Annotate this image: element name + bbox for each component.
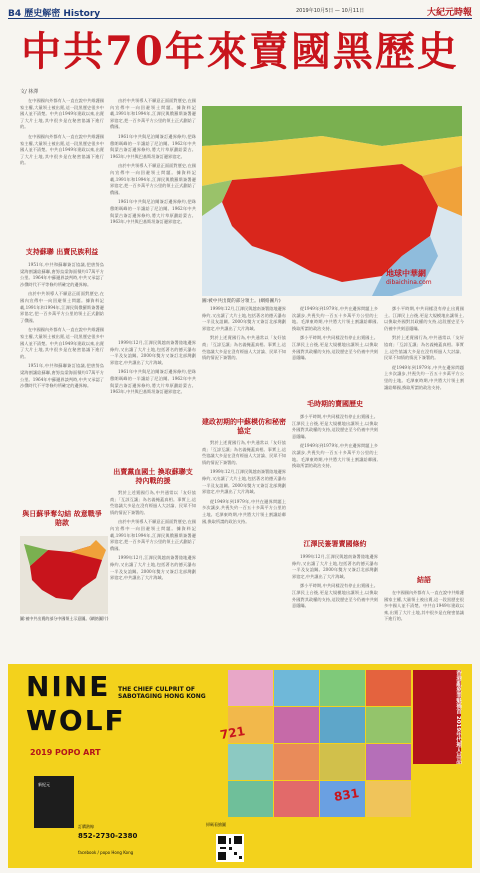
paragraph: 1961年中共與尼泊爾簽訂邊界條約,把珠穆朗瑪峰的一半讓給了尼泊爾。1962年中共與蒙古簽訂邊界條約,將大片草原劃給蒙古。1963年,中共與巴基斯坦簽訂邊界協定。 (110, 199, 196, 225)
subheading: 與日蘇爭奪勾結 故意戰爭賠款 (22, 510, 102, 527)
paragraph: 從1949年到1979年,中共在邊界問題上多次讓步,共喪失約一百五十多萬平方公里的土地。毛澤東時期,中共將大片領土割讓給鄰國,換取所謂的政治支持。 (202, 498, 286, 524)
paragraph: 1951年,中共和蘇聯簽訂協議,把唐努烏梁海割讓給蘇聯,唐努烏梁海面積約17萬平方公里。1964年中蘇邊界談判時,中共又承認了沙俄時代不平等條約所確定的邊界線。 (20, 363, 104, 389)
paragraph: 從1949年到1979年,中共在邊界問題上多次讓步,共喪失約一百五十多萬平方公里的土地。毛澤東時期,中共將大片領土割讓給鄰國,換取所謂的政治支持。 (292, 306, 378, 331)
article-column-5b (384, 590, 464, 656)
paragraph: 由於中共領導人不願意正面面對歷史,在國內宣傳中一向回避領土問題。據資料記載,1991年和1994年,江澤民與俄羅斯簽署邊界協定,把一百多萬平方公里的領土正式劃給了俄國。 (110, 519, 196, 551)
china-map-small (20, 536, 108, 614)
map2-caption: 圖:被中共出賣的部分中國領土示意圖。(網絡圖片) (20, 616, 109, 621)
issue-date: 2019年10月5日 — 10月11日 (296, 8, 365, 14)
badge-831: 831 (332, 785, 361, 805)
facebook-link[interactable]: facebook / popo Hong Kong (78, 850, 134, 855)
order-label: 訂購熱線 (78, 824, 94, 829)
portrait-tile (228, 744, 273, 780)
portrait-tile (320, 744, 365, 780)
article-column-2 (110, 98, 196, 338)
paragraph: 1999年12月,江澤民與越南簽署陸地邊界條約,又出讓了大片土地,包括著名的德天瀑布一半及友誼關。2000年雙方又簽訂北部灣劃界協定,中共讓出了大片海域。 (292, 554, 378, 579)
subheading: 支持蘇聯 出賣民族利益 (25, 248, 99, 256)
book-cover (34, 776, 74, 828)
ad-tagline: THE CHIEF CULPRIT OF SABOTAGING HONG KONG (118, 686, 206, 700)
portrait-tile (366, 707, 411, 743)
subheading: 結語 (417, 576, 431, 584)
qr-label: 掃碼看繪圖 (206, 822, 226, 827)
paragraph: 對於上述賣國行為,中共通常以「友好協商」「互諒互讓」為名義掩蓋真相。事實上,這些協議大多是在沒有經過人大討論、民眾不知情的情況下簽署的。 (202, 440, 286, 465)
paragraph: 1961年中共與尼泊爾簽訂邊界條約,把珠穆朗瑪峰的一半讓給了尼泊爾。1962年中共與蒙古簽訂邊界條約,將大片草原劃給蒙古。1963年,中共與巴基斯坦簽訂邊界協定。 (110, 369, 196, 395)
advertisement[interactable] (8, 664, 472, 868)
page-title: 中共70年來賣國黑歷史 (21, 28, 459, 75)
watermark-title: 地球中華網 (386, 269, 426, 278)
article-column-1b (20, 262, 104, 510)
article-column-3b (202, 440, 286, 656)
paragraph: 1961年中共與尼泊爾簽訂邊界條約,把珠穆朗瑪峰的一半讓給了尼泊爾。1962年中共與蒙古簽訂邊界條約,將大片草原劃給蒙古。1963年,中共與巴基斯坦簽訂邊界協定。 (110, 133, 196, 159)
article-column-3 (202, 306, 286, 416)
badge-721: 721 (218, 723, 247, 743)
byline: 文/ 林澤 (20, 89, 39, 95)
portrait-grid (228, 670, 412, 816)
paragraph: 對於上述賣國行為,中共通常以「友好協商」「互諒互讓」為名義掩蓋真相。事實上,這些協議大多是在沒有經過人大討論、民眾不知情的情況下簽署的。 (202, 335, 286, 361)
portrait-tile (228, 781, 273, 817)
paragraph: 從1949年到1979年,中共在邊界問題上多次讓步,共喪失約一百五十多萬平方公里的土地。毛澤東時期,中共將大片領土割讓給鄰國,換取所謂的政治支持。 (292, 443, 378, 469)
watermark-url: dibaichina.com (386, 279, 432, 286)
paragraph: 由於中共領導人不願意正面面對歷史,在國內宣傳中一向回避領土問題。據資料記載,1991年和1994年,江澤民與俄羅斯簽署邊界協定,把一百多萬平方公里的領土正式劃給了俄國。 (110, 163, 196, 195)
portrait-tile (366, 744, 411, 780)
article-column-5 (384, 306, 464, 574)
newspaper-brand: 大紀元時報 (426, 8, 472, 18)
paragraph: 在中國國內外都有人一直在說中共維護國家主權,大量領土被出賣,這一段黑歷史很多中國人並不清楚。中共自1949年建政以來,出賣了大片土地,其中很多是在秘密協議下進行的。 (20, 327, 104, 359)
section-label: B4 歷史解密 History (8, 9, 101, 19)
portrait-tile (320, 707, 365, 743)
paragraph: 在中國國內外都有人一直在說中共維護國家主權,大量領土被出賣,這一段黑歷史很多中國人並不清楚。中共自1949年建政以來,出賣了大片土地,其中很多是在秘密協議下進行的。 (20, 133, 104, 166)
paragraph: 1999年12月,江澤民與越南簽署陸地邊界條約,又出讓了大片土地,包括著名的德天瀑布一半及友誼關。2000年雙方又簽訂北部灣劃界協定,中共讓出了大片海域。 (202, 469, 286, 495)
watermark (386, 268, 460, 286)
qr-code-icon[interactable] (216, 834, 244, 862)
portrait-tile (366, 670, 411, 706)
ad-title-bottom: WOLF (26, 704, 126, 737)
paragraph: 1999年12月,江澤民與越南簽署陸地邊界條約,又出讓了大片土地,包括著名的德天瀑布一半及友誼關。2000年雙方又簽訂北部灣劃界協定,中共讓出了大片海域。 (110, 340, 196, 365)
map-caption: 圖:被中共出賣的部分領土。(網絡圖片) (202, 299, 281, 304)
paragraph: 鄧小平時期,中共同樣沒有停止出賣國土。江澤民上台後,更是大規模地出讓領土,以換取外國對其政權的支持,這段歷史至今仍被中共刻意隱瞞。 (292, 414, 378, 439)
article-column-4b (292, 414, 378, 540)
article-column-1 (20, 98, 104, 246)
article-column-4c (292, 554, 378, 656)
portrait-tile (274, 744, 319, 780)
paragraph: 鄧小平時期,中共同樣沒有停止出賣國土。江澤民上台後,更是大規模地出讓領土,以換取外國對其政權的支持,這段歷史至今仍被中共刻意隱瞞。 (292, 583, 378, 609)
paragraph: 鄧小平時期,中共同樣沒有停止出賣國土。江澤民上台後,更是大規模地出讓領土,以換取外國對其政權的支持,這段歷史至今仍被中共刻意隱瞞。 (384, 306, 464, 331)
paragraph: 在中國國內外都有人一直在說中共維護國家主權,大量領土被出賣,這一段黑歷史很多中國人並不清楚。中共自1949年建政以來,出賣了大片土地,其中很多是在秘密協議下進行的。 (20, 98, 104, 130)
paragraph: 1999年12月,江澤民與越南簽署陸地邊界條約,又出讓了大片土地,包括著名的德天瀑布一半及友誼關。2000年雙方又簽訂北部灣劃界協定,中共讓出了大片海域。 (202, 306, 286, 331)
portrait-tile (366, 781, 411, 817)
portrait-tile (274, 781, 319, 817)
portrait-tile (274, 670, 319, 706)
book-label: 新紀元 (38, 782, 50, 787)
paragraph: 1951年,中共和蘇聯簽訂協議,把唐努烏梁海割讓給蘇聯,唐努烏梁海面積約17萬平方公里。1964年中蘇邊界談判時,中共又承認了沙俄時代不平等條約所確定的邊界線。 (20, 262, 104, 287)
subheading: 建政初期的中蘇模仿和秘密協定 (202, 418, 286, 435)
paragraph: 由於中共領導人不願意正面面對歷史,在國內宣傳中一向回避領土問題。據資料記載,1991年和1994年,江澤民與俄羅斯簽署邊界協定,把一百多萬平方公里的領土正式劃給了俄國。 (110, 98, 196, 130)
portrait-tile (274, 707, 319, 743)
paragraph: 對於上述賣國行為,中共通常以「友好協商」「互諒互讓」為名義掩蓋真相。事實上,這些協議大多是在沒有經過人大討論、民眾不知情的情況下簽署的。 (110, 490, 196, 515)
ad-subtitle: 2019 POPO ART (30, 748, 101, 757)
paragraph: 對於上述賣國行為,中共通常以「友好協商」「互諒互讓」為名義掩蓋真相。事實上,這些協議大多是在沒有經過人大討論、民眾不知情的情況下簽署的。 (384, 335, 464, 361)
article-column-2c (110, 490, 196, 656)
portrait-tile (320, 670, 365, 706)
paragraph: 在中國國內外都有人一直在說中共維護國家主權,大量領土被出賣,這一段黑歷史很多中國人並不清楚。中共自1949年建政以來,出賣了大片土地,其中很多是在秘密協議下進行的。 (384, 590, 464, 622)
subheading: 江澤民簽署賣國條約 (303, 540, 367, 548)
article-column-4 (292, 306, 378, 398)
portrait-tile (228, 670, 273, 706)
subheading: 出賣黨血國土 換取蘇聯支持內戰的援 (113, 468, 193, 485)
order-phone[interactable]: 852-2730-2380 (78, 832, 138, 840)
ad-title-top: NINE (26, 670, 111, 703)
paragraph: 1999年12月,江澤民與越南簽署陸地邊界條約,又出讓了大片土地,包括著名的德天瀑布一半及友誼關。2000年雙方又簽訂北部灣劃界協定,中共讓出了大片海域。 (110, 555, 196, 581)
paragraph: 由於中共領導人不願意正面面對歷史,在國內宣傳中一向回避領土問題。據資料記載,1991年和1994年,江澤民與俄羅斯簽署邊界協定,把一百多萬平方公里的領土正式劃給了俄國。 (20, 291, 104, 323)
page-header (8, 4, 472, 19)
paragraph: 鄧小平時期,中共同樣沒有停止出賣國土。江澤民上台後,更是大規模地出讓領土,以換取外國對其政權的支持,這段歷史至今仍被中共刻意隱瞞。 (292, 335, 378, 361)
paragraph: 從1949年到1979年,中共在邊界問題上多次讓步,共喪失約一百五十多萬平方公里的土地。毛澤東時期,中共將大片領土割讓給鄰國,換取所謂的政治支持。 (384, 364, 464, 390)
article-column-2b (110, 340, 196, 468)
subheading: 毛時期的賣國歷史 (307, 400, 363, 408)
ad-side-text: 香港亂象罪魁禍首 2019年代理人出品 (413, 670, 461, 764)
